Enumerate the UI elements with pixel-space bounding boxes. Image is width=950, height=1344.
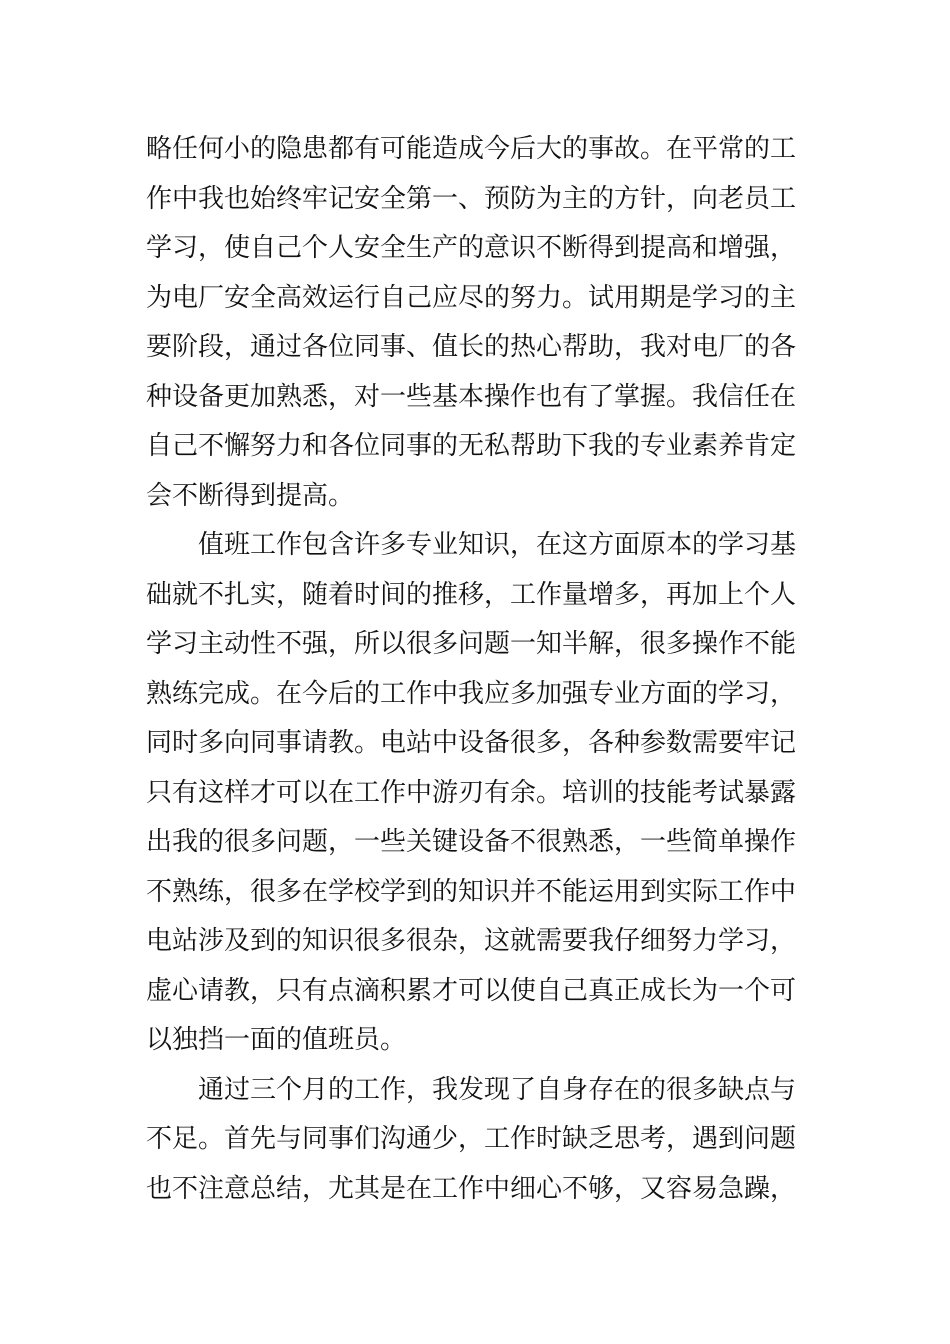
text-line: 熟练完成。在今后的工作中我应多加强专业方面的学习，	[146, 678, 797, 709]
text-line: 础就不扎实，随着时间的推移，工作量增多，再加上个人	[146, 579, 797, 610]
text-line: 也不注意总结，尤其是在工作中细心不够，又容易急躁，	[146, 1173, 797, 1204]
text-line: 学习，使自己个人安全生产的意识不断得到提高和增强，	[146, 233, 797, 263]
text-line: 学习主动性不强，所以很多问题一知半解，很多操作不能	[146, 629, 797, 659]
text-line: 为电厂安全高效运行自己应尽的努力。试用期是学习的主	[146, 282, 797, 313]
text-line: 自己不懈努力和各位同事的无私帮助下我的专业素养肯定	[146, 431, 797, 461]
text-line: 虚心请教，只有点滴积累才可以使自己真正成长为一个可	[146, 975, 797, 1006]
text-line: 电站涉及到的知识很多很杂，这就需要我仔细努力学习，	[146, 926, 797, 956]
paragraph-first-line: 值班工作包含许多专业知识，在这方面原本的学习基	[198, 530, 797, 560]
text-line: 作中我也始终牢记安全第一、预防为主的方针，向老员工	[146, 183, 797, 214]
text-line: 略任何小的隐患都有可能造成今后大的事故。在平常的工	[146, 134, 797, 164]
text-line: 只有这样才可以在工作中游刃有余。培训的技能考试暴露	[146, 777, 797, 808]
text-line: 不足。首先与同事们沟通少，工作时缺乏思考，遇到问题	[146, 1124, 797, 1154]
text-line: 要阶段，通过各位同事、值长的热心帮助，我对电厂的各	[146, 332, 797, 362]
text-line: 出我的很多问题，一些关键设备不很熟悉，一些简单操作	[146, 827, 797, 857]
text-line: 同时多向同事请教。电站中设备很多，各种参数需要牢记	[146, 728, 797, 758]
text-line: 种设备更加熟悉，对一些基本操作也有了掌握。我信任在	[146, 381, 797, 412]
text-line: 以独挡一面的值班员。	[146, 1025, 407, 1055]
document-body	[146, 125, 808, 1214]
text-line: 不熟练，很多在学校学到的知识并不能运用到实际工作中	[146, 876, 797, 907]
text-line: 会不断得到提高。	[146, 480, 355, 511]
paragraph-first-line: 通过三个月的工作，我发现了自身存在的很多缺点与	[198, 1074, 797, 1105]
